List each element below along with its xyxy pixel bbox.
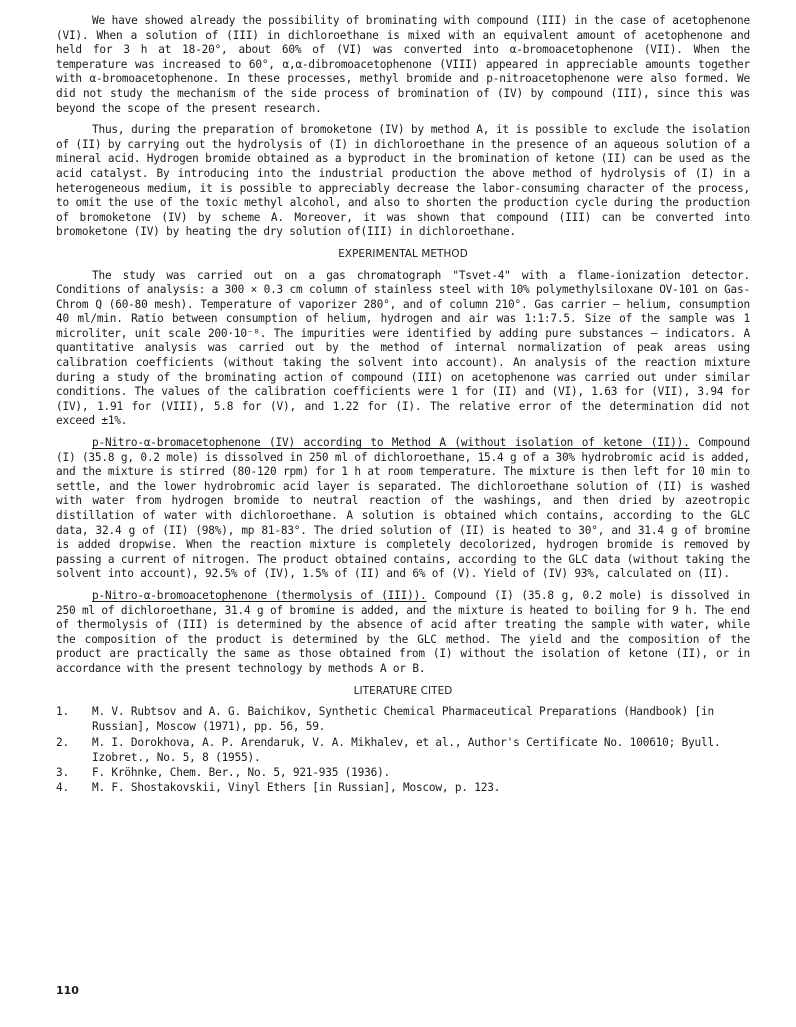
procedure-body-method-a: Compound (I) (35.8 g, 0.2 mole) is dissolved in 250 ml of dichloroethane, 15.4 g of a 30% hydrobromic acid is added, and the mixture is stirred (80-120 rpm) for 1 h at room temperature. The mixture is then left for 10 min to settle, and the lower hydrobromic acid layer is separated. The dichloroethane solution of (II) is washed with water from hydrogen bromide to neutral reaction of the washings, and then dried by azeotropic distillation of water with dichloroethane. A solution is obtained which contains, according to the GLC data, 32.4 g of (II) (98%), mp 81-83°. The dried solution of (II) is heated to 30°, and 31.4 g of bromine is added dropwise. When the reaction mixture is completely decolorized, hydrogen bromide is removed by passing a current of nitrogen. The product obtained contains, according to the GLC data (without taking the solvent into account), 92.5% of (IV), 1.5% of (II) and 6% of (V). Yield of (IV) 93%, calculated on (II).: [56, 436, 750, 581]
reference-item: [56, 735, 750, 765]
reference-list: [56, 704, 750, 795]
reference-number: 1.: [56, 705, 69, 719]
reference-number: 4.: [56, 781, 69, 795]
procedure-body-thermolysis: Compound (I) (35.8 g, 0.2 mole) is dissolved in 250 ml of dichloroethane, 31.4 g of bromine is added, and the mixture is heated to boiling for 9 h. The end of thermolysis of (III) is determined by the absence of acid after treating the sample with water, while the composition of the product is determined by the GLC method. The yield and the composition of the product are practically the same as those obtained from (I) without the isolation of ketone (II), or in accordance with the present technology by methods A or B.: [56, 588, 750, 675]
reference-number: 2.: [56, 735, 69, 749]
reference-item: [56, 780, 750, 795]
document-page: [56, 14, 750, 795]
paragraph-bromination-acetophenone: We have showed already the possibility of brominating with compound (III) in the case of acetophenone (VI). When a solution of (III) in dichloroethane is mixed with an equivalent amount of acetophenone and held for 3 h at 18-20°, about 60% of (VI) was converted into α-bromoacetophenone (VII). When the temperature was increased to 60°, α,α-dibromoacetophenone (VIII) appeared in appreciable amounts together with α-bromoacetophenone. In these processes, methyl bromide and p-nitroacetophenone were also formed. We did not study the mechanism of the side process of bromination of (IV) by compound (III), since this was beyond the scope of the present research.: [56, 14, 750, 115]
paragraph-gc-conditions: The study was carried out on a gas chromatograph "Tsvet-4" with a flame-ionization detector. Conditions of analysis: a 300 × 0.3 cm column of stainless steel with 10% polymethylsiloxane OV-101 on Gas-Chrom Q (60-80 mesh). Temperature of vaporizer 280°, and of column 210°. Gas carrier — helium, consumption 40 ml/min. Ratio between consumption of helium, hydrogen and air was 1:1:7.5. Size of the sample was 1 microliter, unit scale 200·10⁻⁸. The impurities were identified by adding pure substances — indicators. A quantitative analysis was carried out by the method of internal normalization of peak areas using calibration coefficients (without taking the solvent into account). An analysis of the reaction mixture during a study of the brominating action of compound (III) on acetophenone was carried out under similar conditions. The values of the calibration coefficients were 1 for (II) and (VI), 1.63 for (VII), 3.94 for (IV), 1.91 for (VIII), 5.8 for (V), and 1.22 for (I). The relative error of the determination did not exceed ±1%.: [56, 268, 750, 428]
reference-text: F. Kröhnke, Chem. Ber., No. 5, 921-935 (1936).: [92, 765, 391, 779]
paragraph-method-a-procedure: [56, 436, 750, 582]
paragraph-thermolysis-procedure: [56, 589, 750, 677]
reference-number: 3.: [56, 765, 69, 779]
page-number: 110: [56, 984, 79, 997]
heading-experimental-method: EXPERIMENTAL METHOD: [338, 247, 468, 260]
paragraph-method-a-summary: Thus, during the preparation of bromoketone (IV) by method A, it is possible to exclude the isolation of (II) by carrying out the hydrolysis of (I) in dichloroethane in the presence of an aqueous solution of a mineral acid. Hydrogen bromide obtained as a byproduct in the bromination of ketone (II) can be used as the acid catalyst. By introducing into the industrial production the above method of hydrolysis of (I) in a heterogeneous medium, it is possible to appreciably decrease the labor-consuming character of the process, to omit the use of the toxic methyl alcohol, and also to shorten the production cycle during the production of bromoketone (IV) by scheme A. Moreover, it was shown that compound (III) can be converted into bromoketone (IV) by heating the dry solution of(III) in dichloroethane.: [56, 123, 750, 239]
reference-text: M. V. Rubtsov and A. G. Baichikov, Synthetic Chemical Pharmaceutical Preparations (Handbook) [in Russian], Moscow (1971), pp. 56, 59.: [92, 705, 714, 734]
procedure-title-method-a: p-Nitro-α-bromacetophenone (IV) according to Method A (without isolation of ketone (II)).: [92, 436, 690, 450]
reference-item: [56, 704, 750, 734]
reference-text: M. F. Shostakovskii, Vinyl Ethers [in Russian], Moscow, p. 123.: [92, 781, 501, 795]
procedure-title-thermolysis: p-Nitro-α-bromoacetophenone (thermolysis of (III)).: [92, 588, 427, 602]
reference-item: [56, 765, 750, 780]
reference-text: M. I. Dorokhova, A. P. Arendaruk, V. A. Mikhalev, et al., Author's Certificate No. 100610; Byull. Izobret., No. 5, 8 (1955).: [92, 735, 721, 764]
heading-literature-cited: LITERATURE CITED: [353, 684, 453, 697]
